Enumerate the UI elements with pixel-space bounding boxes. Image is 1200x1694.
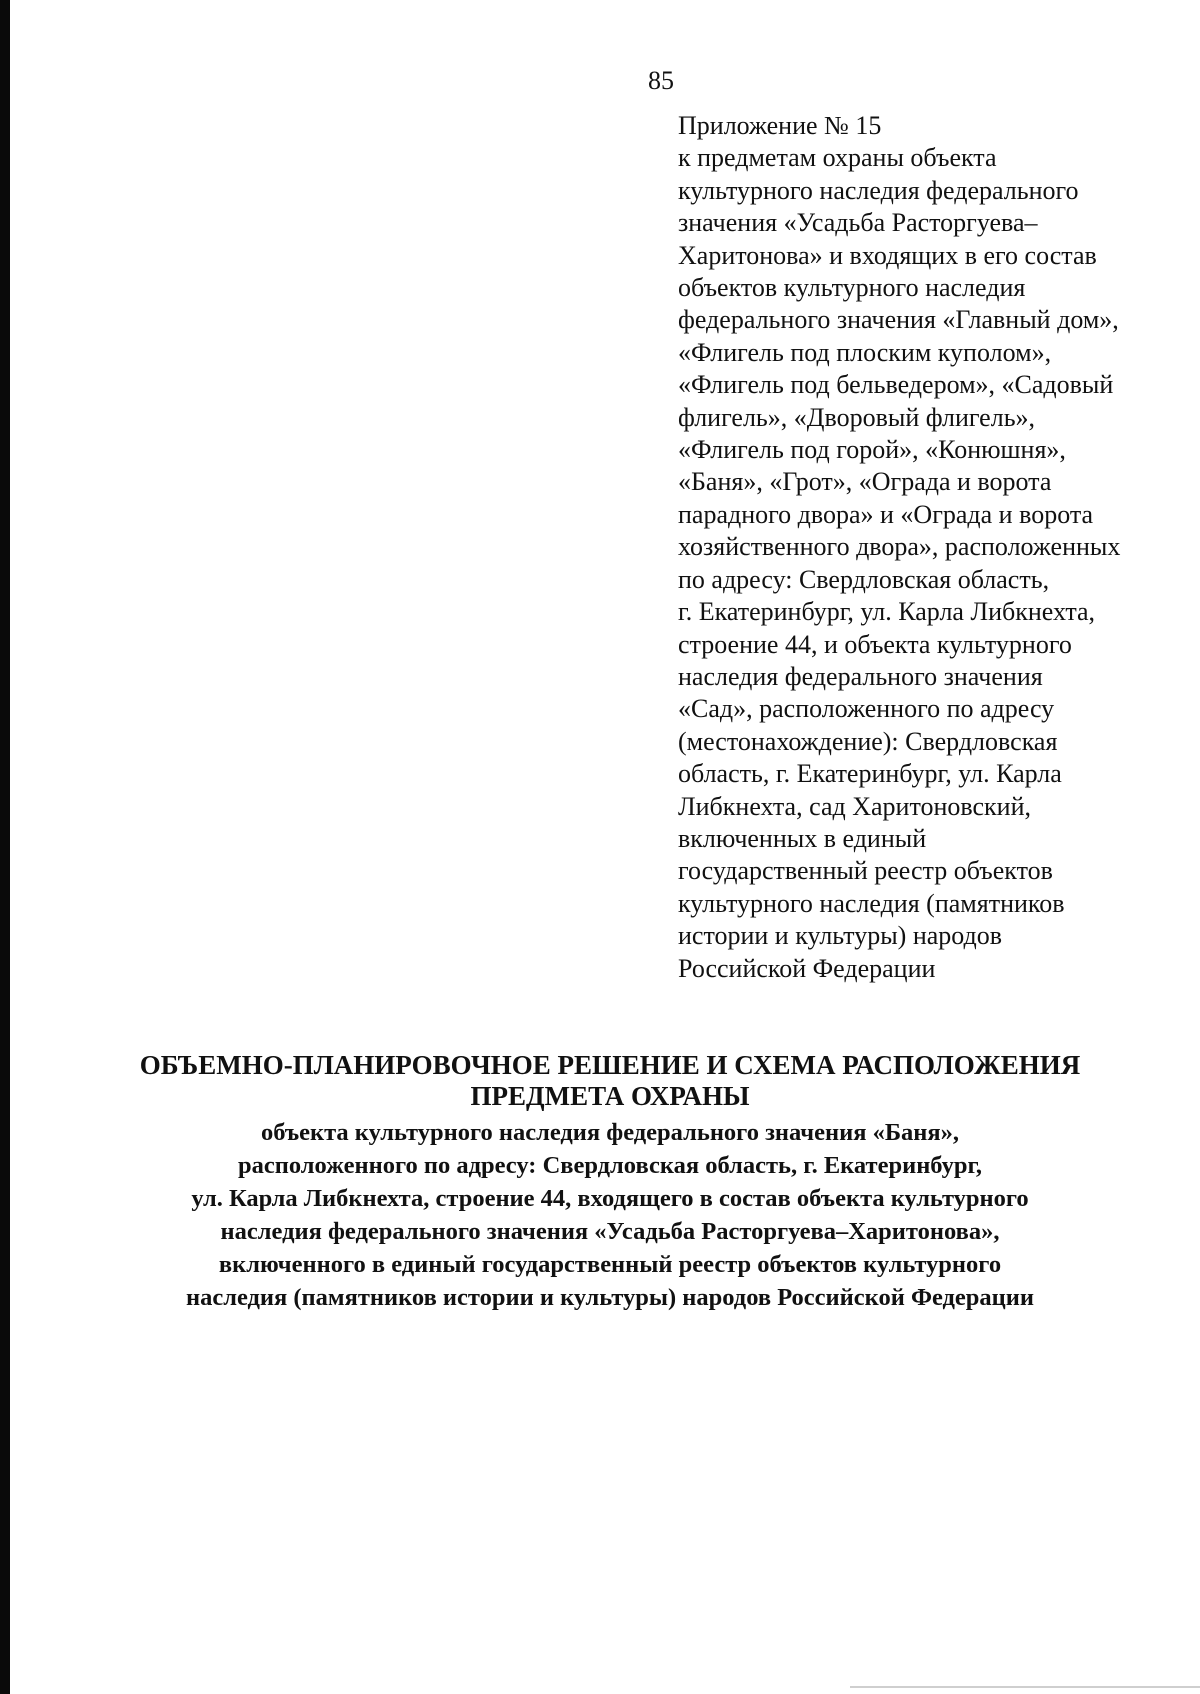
appendix-line: Харитонова» и входящих в его состав <box>678 240 1097 270</box>
appendix-line: федерального значения «Главный дом», <box>678 305 1119 335</box>
heading-title-line: ПРЕДМЕТА ОХРАНЫ <box>470 1081 750 1111</box>
heading-title-line: ОБЪЕМНО-ПЛАНИРОВОЧНОЕ РЕШЕНИЕ И СХЕМА РАСПОЛОЖЕНИЯ <box>139 1050 1081 1080</box>
appendix-line: Российской Федерации <box>678 953 936 983</box>
heading-subtitle-line: ул. Карла Либкнехта, строение 44, входящего в состав объекта культурного <box>191 1185 1029 1212</box>
appendix-line: государственный реестр объектов <box>678 856 1053 886</box>
appendix-line: значения «Усадьба Расторгуева– <box>678 208 1038 238</box>
appendix-line: «Сад», расположенного по адресу <box>678 694 1055 724</box>
heading-subtitle-line: наследия (памятников истории и культуры) народов Российской Федерации <box>185 1284 1035 1311</box>
appendix-line: Либкнехта, сад Харитоновский, <box>678 791 1032 821</box>
appendix-line: истории и культуры) народов <box>678 921 1003 951</box>
appendix-line: г. Екатеринбург, ул. Карла Либкнехта, <box>678 597 1096 627</box>
scan-bottom-mark <box>850 1686 1200 1688</box>
heading-subtitle-line: объекта культурного наследия федерального значения «Баня», <box>260 1119 960 1146</box>
heading-title <box>60 1050 1160 1112</box>
appendix-line: область, г. Екатеринбург, ул. Карла <box>678 759 1062 789</box>
appendix-line: по адресу: Свердловская область, <box>678 564 1050 594</box>
appendix-line: культурного наследия федерального <box>678 175 1079 205</box>
page-number: 85 <box>648 66 674 95</box>
appendix-line: наследия федерального значения <box>678 661 1043 691</box>
appendix-line: хозяйственного двора», расположенных <box>678 532 1121 562</box>
appendix-line: «Флигель под плоским куполом», <box>678 337 1052 367</box>
appendix-line: «Баня», «Грот», «Ограда и ворота <box>678 467 1052 497</box>
heading-subtitle-line: наследия федерального значения «Усадьба Расторгуева–Харитонова», <box>220 1218 1000 1245</box>
appendix-line: «Флигель под горой», «Конюшня», <box>678 435 1066 465</box>
appendix-line: флигель», «Дворовый флигель», <box>678 402 1036 432</box>
appendix-line: к предметам охраны объекта <box>678 143 997 173</box>
appendix-line: (местонахождение): Свердловская <box>678 726 1058 756</box>
heading-subtitle <box>60 1116 1160 1314</box>
appendix-line: Приложение № 15 <box>678 111 882 140</box>
scan-left-edge <box>0 0 10 1694</box>
heading-subtitle-line: включенного в единый государственный реестр объектов культурного <box>218 1251 1002 1278</box>
appendix-line: культурного наследия (памятников <box>678 888 1065 918</box>
appendix-line: строение 44, и объекта культурного <box>678 629 1072 659</box>
appendix-line: включенных в единый <box>678 823 927 853</box>
appendix-line: объектов культурного наследия <box>678 273 1026 303</box>
document-heading <box>60 1050 1160 1314</box>
appendix-note <box>678 110 1178 985</box>
appendix-line: «Флигель под бельведером», «Садовый <box>678 370 1114 400</box>
heading-subtitle-line: расположенного по адресу: Свердловская область, г. Екатеринбург, <box>238 1152 982 1179</box>
appendix-line: парадного двора» и «Ограда и ворота <box>678 499 1094 529</box>
